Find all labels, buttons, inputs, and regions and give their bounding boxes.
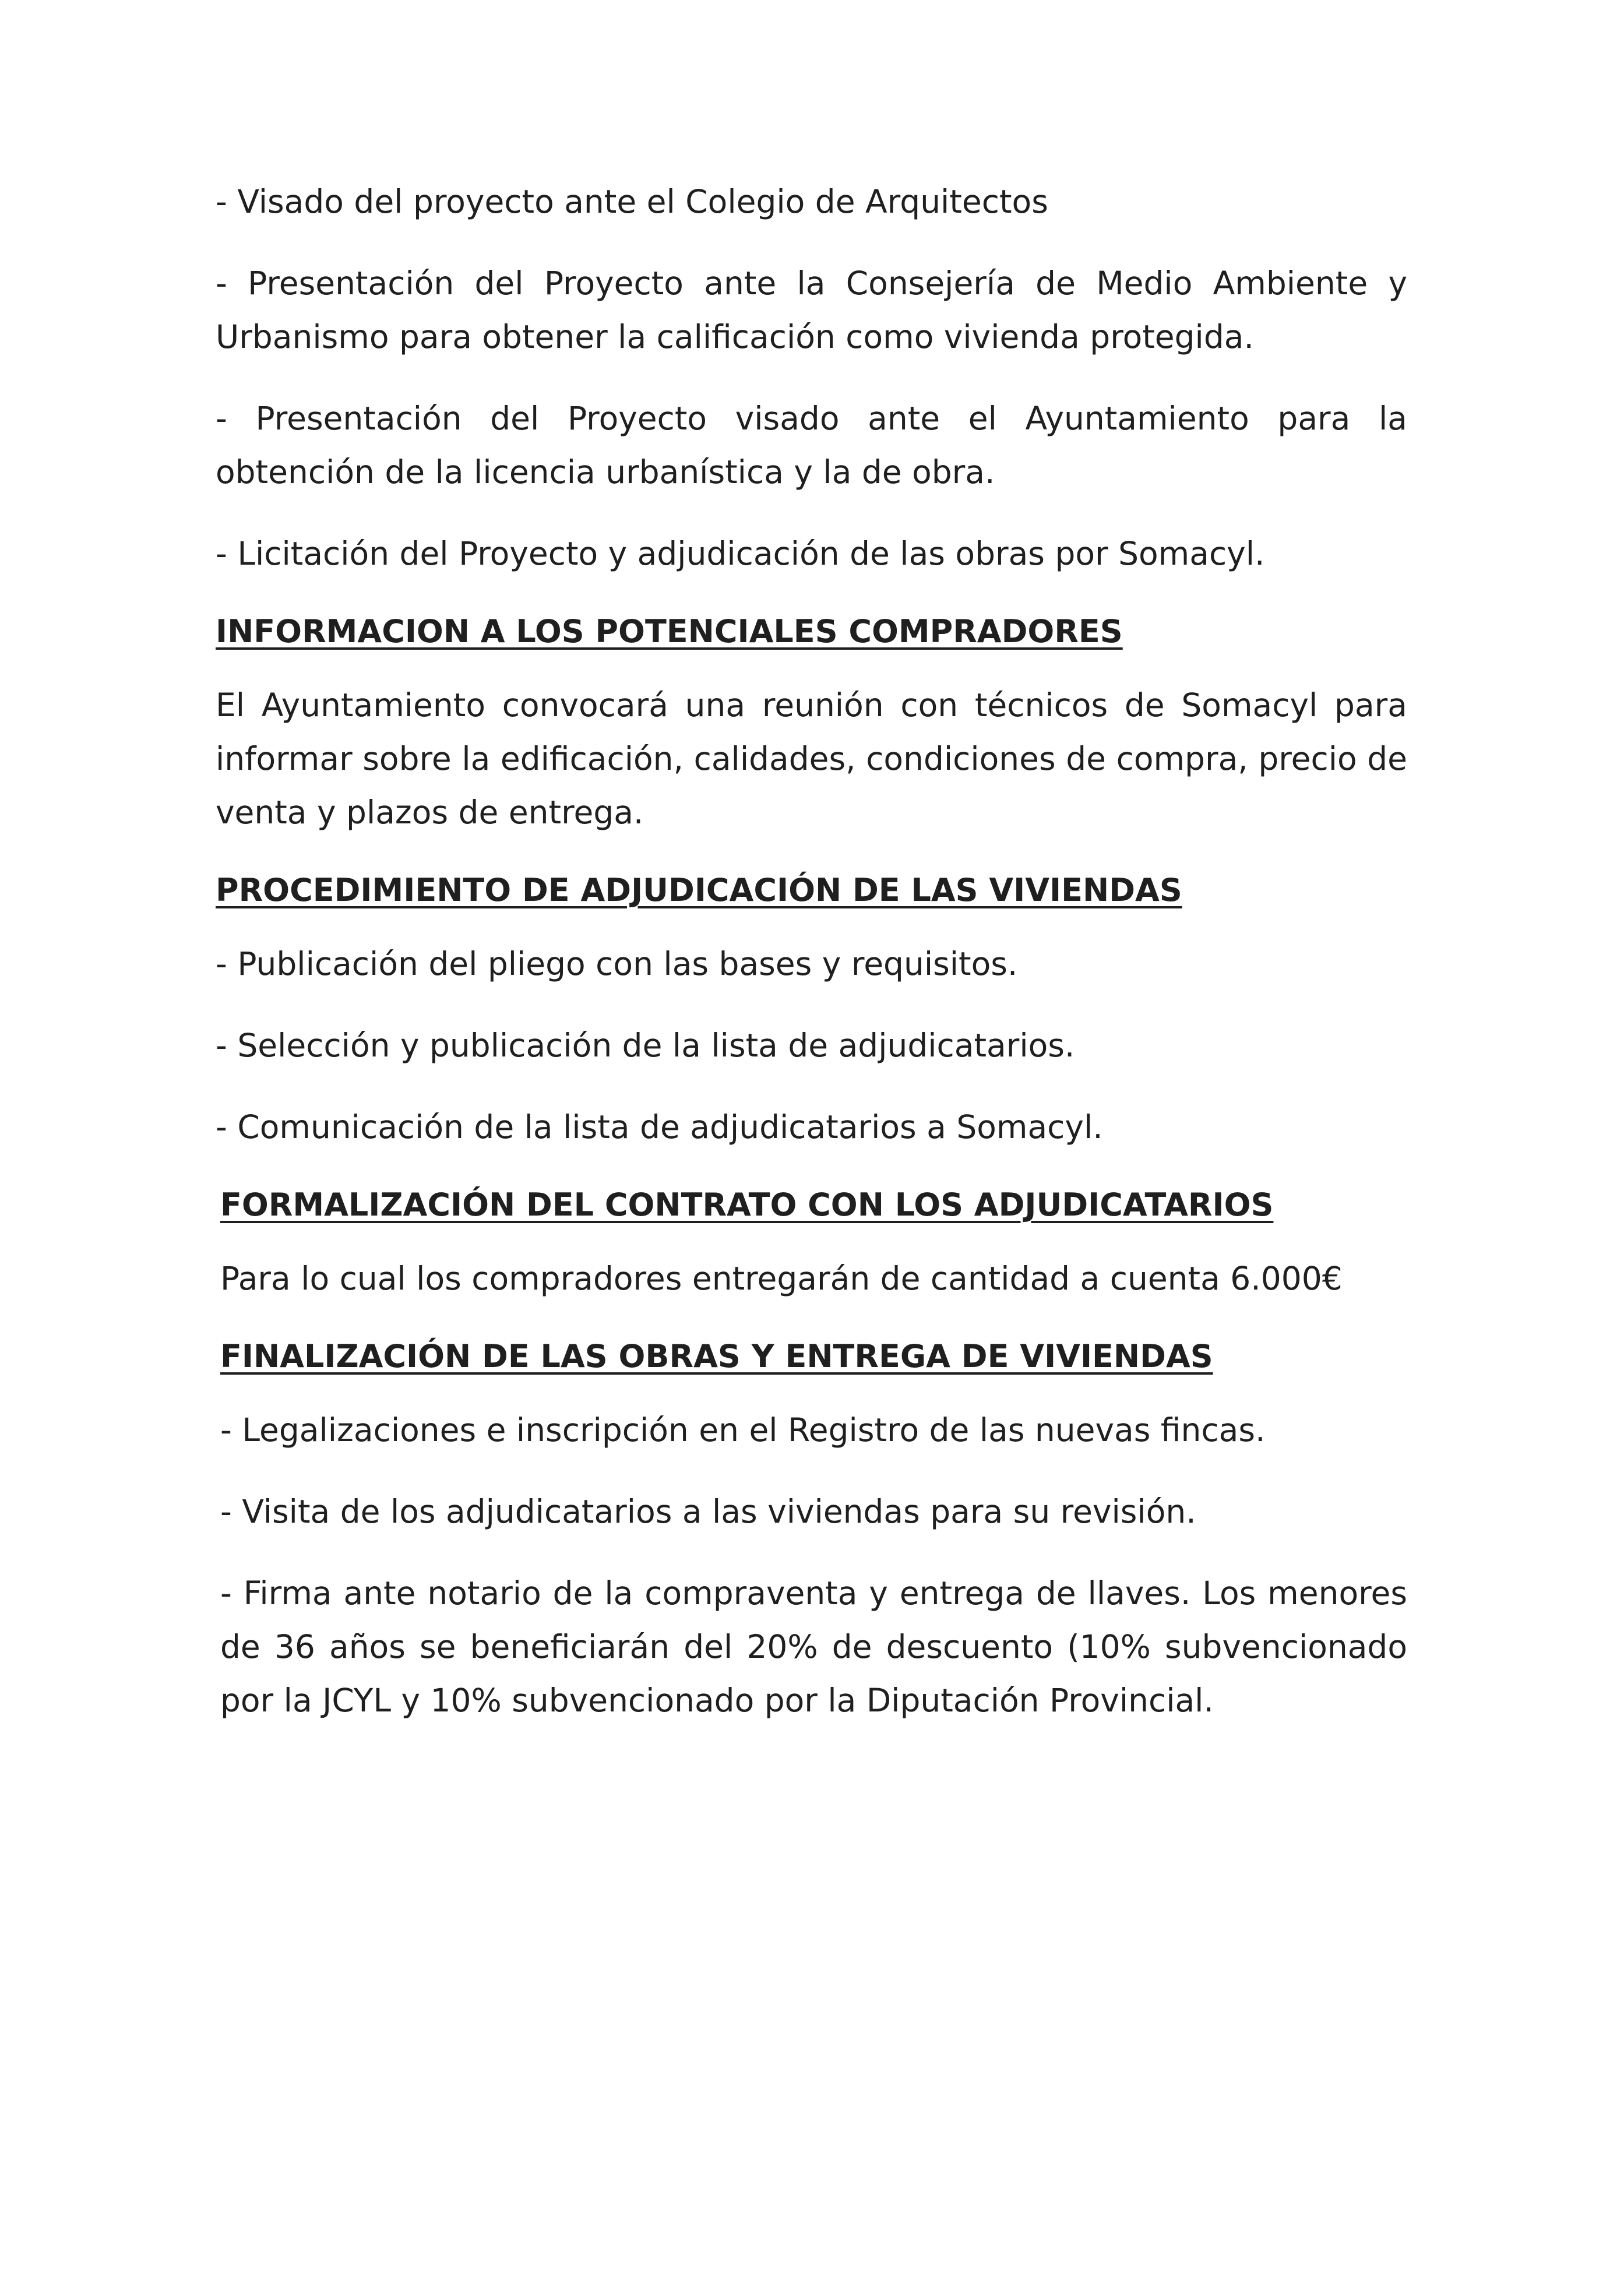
document-body xyxy=(216,175,1407,1755)
paragraph-presentacion-ayuntamiento: - Presentación del Proyecto visado ante el Ayuntamiento para la obtención de la licencia urbanística y la de obra. xyxy=(216,400,1407,491)
heading-formalizacion: FORMALIZACIÓN DEL CONTRATO CON LOS ADJUDICATARIOS xyxy=(220,1186,1274,1223)
paragraph-visado: - Visado del proyecto ante el Colegio de Arquitectos xyxy=(216,183,1048,220)
paragraph-reunion: El Ayuntamiento convocará una reunión con técnicos de Somacyl para informar sobre la edificación, calidades, condiciones de compra, precio de venta y plazos de entrega. xyxy=(216,686,1407,831)
heading-procedimiento: PROCEDIMIENTO DE ADJUDICACIÓN DE LAS VIVIENDAS xyxy=(216,872,1182,908)
paragraph-firma: - Firma ante notario de la compraventa y entrega de llaves. Los menores de 36 años se beneficiarán del 20% de descuento (10% subvencionado por la JCYL y 10% subvencionado por la Diputación Provincial. xyxy=(220,1575,1407,1719)
paragraph-seleccion: - Selección y publicación de la lista de adjudicatarios. xyxy=(216,1027,1075,1064)
paragraph-cantidad-cuenta: Para lo cual los compradores entregarán de cantidad a cuenta 6.000€ xyxy=(220,1260,1343,1297)
paragraph-presentacion-consejeria: - Presentación del Proyecto ante la Consejería de Medio Ambiente y Urbanismo para obtener la calificación como vivienda protegida. xyxy=(216,265,1407,355)
paragraph-comunicacion: - Comunicación de la lista de adjudicatarios a Somacyl. xyxy=(216,1108,1103,1146)
heading-informacion: INFORMACION A LOS POTENCIALES COMPRADORES xyxy=(216,613,1123,650)
paragraph-publicacion-pliego: - Publicación del pliego con las bases y requisitos. xyxy=(216,945,1018,982)
paragraph-visita: - Visita de los adjudicatarios a las viviendas para su revisión. xyxy=(220,1493,1196,1530)
heading-finalizacion: FINALIZACIÓN DE LAS OBRAS Y ENTREGA DE VIVIENDAS xyxy=(220,1338,1213,1375)
paragraph-licitacion: - Licitación del Proyecto y adjudicación de las obras por Somacyl. xyxy=(216,535,1265,572)
paragraph-legalizaciones: - Legalizaciones e inscripción en el Registro de las nuevas fincas. xyxy=(220,1411,1266,1449)
